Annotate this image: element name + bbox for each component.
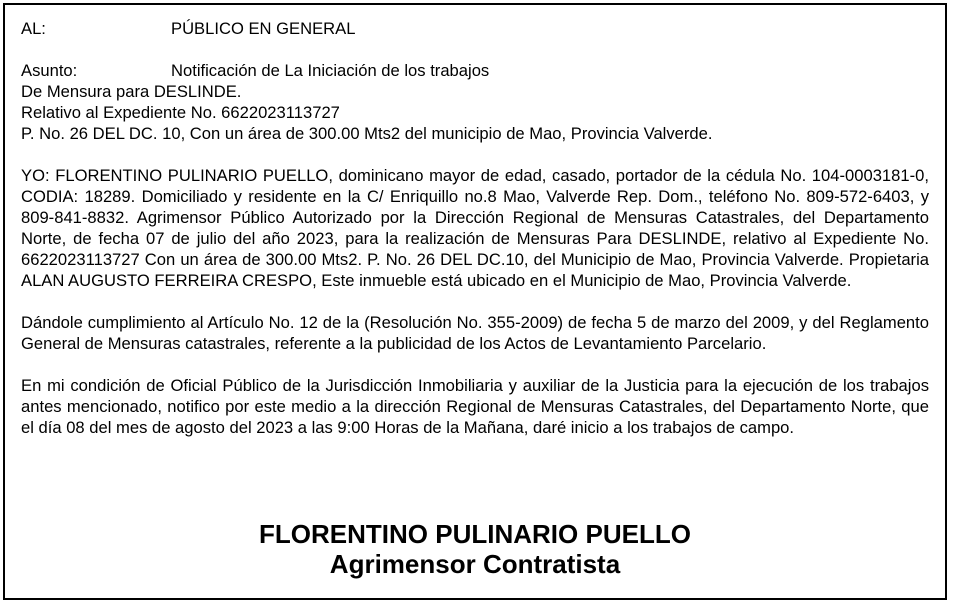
paragraph-declaration: YO: FLORENTINO PULINARIO PUELLO, dominicano mayor de edad, casado, portador de la cédula No. 104-0003181-0, CODIA: 18289. Domiciliado y residente en la C/ Enriquillo no.8 Mao, Valverde Rep. Dom., teléfono No. 809-572-6403, y 809-841-8832. Agrimensor Público Autorizado por la Dirección Regional de Mensuras Catastrales, del Departamento Norte, de fecha 07 de julio del año 2023, para la realización de Mensuras Para DESLINDE, relativo al Expediente No. 6622023113727 Con un área de 300.00 Mts2. P. No. 26 DEL DC.10, del Municipio de Mao, Provincia Valverde. Propietaria ALAN AUGUSTO FERREIRA CRESPO, Este inmueble está ubicado en el Municipio de Mao, Provincia Valverde. [21,166,929,290]
subject-line-parcel: P. No. 26 DEL DC. 10, Con un área de 300.00 Mts2 del municipio de Mao, Provincia Valverde. [21,124,713,143]
public-notice [3,3,947,600]
signature-block [5,519,945,579]
addressee-value: PÚBLICO EN GENERAL [171,19,356,38]
addressee-row [21,18,929,39]
spacer [21,291,929,312]
signature-name: FLORENTINO PULINARIO PUELLO [259,519,691,549]
subject-label: Asunto: [21,61,78,80]
subject-line-expediente: Relativo al Expediente No. 6622023113727 [21,103,340,122]
notice-content [21,18,929,438]
spacer [21,144,929,165]
subject-row [21,60,929,81]
paragraph-notification: En mi condición de Oficial Público de la Jurisdicción Inmobiliaria y auxiliar de la Justicia para la ejecución de los trabajos antes mencionado, notifico por este medio a la dirección Regional de Mensuras Catastrales, del Departamento Norte, que el día 08 del mes de agosto del 2023 a las 9:00 Horas de la Mañana, daré inicio a los trabajos de campo. [21,376,929,437]
addressee-label: AL: [21,19,46,38]
signature-title: Agrimensor Contratista [329,549,621,579]
paragraph-compliance: Dándole cumplimiento al Artículo No. 12 de la (Resolución No. 355-2009) de fecha 5 de marzo del 2009, y del Reglamento General de Mensuras catastrales, referente a la publicidad de los Actos de Levantamiento Parcelario. [21,313,929,353]
spacer [21,354,929,375]
subject-value: Notificación de La Iniciación de los trabajos [171,61,490,80]
spacer [21,39,929,60]
subject-line-mensura: De Mensura para DESLINDE. [21,82,242,101]
